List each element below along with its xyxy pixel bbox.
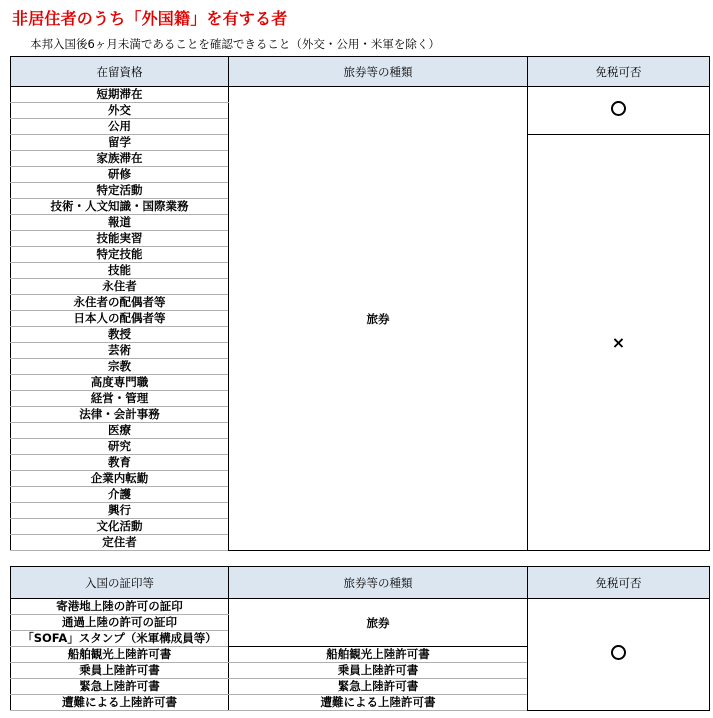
residence-status-cell: 技術・人文知識・国際業務 [11,199,229,215]
entry-stamp-cell: 乗員上陸許可書 [11,663,229,679]
entry-stamp-cell: 「SOFA」スタンプ（米軍構成員等） [11,631,229,647]
residence-status-cell: 研修 [11,167,229,183]
entry-stamp-cell: 緊急上陸許可書 [11,679,229,695]
entry-stamp-cell: 船舶観光上陸許可書 [11,647,229,663]
document-type-cell: 乗員上陸許可書 [229,663,528,679]
entry-stamp-cell: 遭難による上陸許可書 [11,695,229,711]
column-header-document-type: 旅券等の種類 [229,567,528,599]
residence-status-cell: 法律・会計事務 [11,407,229,423]
table-header-row [11,567,710,599]
residence-status-cell: 企業内転勤 [11,471,229,487]
exempt-cell [528,87,710,135]
residence-status-cell: 定住者 [11,535,229,551]
residence-status-cell: 報道 [11,215,229,231]
entry-stamp-cell: 寄港地上陸の許可の証印 [11,599,229,615]
entry-stamp-table [10,566,710,711]
residence-status-cell: 技能 [11,263,229,279]
residence-status-cell: 永住者 [11,279,229,295]
exempt-cell [528,599,710,711]
residence-status-cell: 経営・管理 [11,391,229,407]
residence-status-cell: 芸術 [11,343,229,359]
circle-mark-icon [611,645,626,660]
residence-status-cell: 永住者の配偶者等 [11,295,229,311]
column-header-tax-exemption: 免税可否 [528,567,710,599]
page-subtitle: 本邦入国後6ヶ月未満であることを確認できること（外交・公用・米軍を除く） [30,37,440,51]
document-type-cell: 旅券 [229,599,528,647]
entry-stamp-cell: 通過上陸の許可の証印 [11,615,229,631]
residence-status-cell: 特定活動 [11,183,229,199]
residence-status-table [10,56,710,551]
column-header-residence-status: 在留資格 [11,57,229,87]
residence-status-cell: 短期滞在 [11,87,229,103]
residence-status-cell: 宗教 [11,359,229,375]
residence-status-cell: 技能実習 [11,231,229,247]
residence-status-cell: 留学 [11,135,229,151]
residence-status-cell: 文化活動 [11,519,229,535]
residence-status-cell: 高度専門職 [11,375,229,391]
document-type-cell: 遭難による上陸許可書 [229,695,528,711]
document-type-cell: 船舶観光上陸許可書 [229,647,528,663]
not-exempt-cell: × [528,135,710,551]
residence-status-cell: 公用 [11,119,229,135]
residence-status-cell: 家族滞在 [11,151,229,167]
table-row [11,599,710,615]
table-header-row [11,57,710,87]
document-type-cell: 緊急上陸許可書 [229,679,528,695]
residence-status-cell: 日本人の配偶者等 [11,311,229,327]
table-row [11,87,710,103]
column-header-document-type: 旅券等の種類 [229,57,528,87]
residence-status-cell: 興行 [11,503,229,519]
residence-status-cell: 研究 [11,439,229,455]
column-header-tax-exemption: 免税可否 [528,57,710,87]
circle-mark-icon [611,101,626,116]
document-type-cell: 旅券 [229,87,528,551]
residence-status-cell: 教授 [11,327,229,343]
residence-status-cell: 特定技能 [11,247,229,263]
residence-status-cell: 医療 [11,423,229,439]
page-title: 非居住者のうち「外国籍」を有する者 [12,9,288,28]
residence-status-cell: 介護 [11,487,229,503]
residence-status-cell: 教育 [11,455,229,471]
column-header-entry-stamp: 入国の証印等 [11,567,229,599]
residence-status-cell: 外交 [11,103,229,119]
